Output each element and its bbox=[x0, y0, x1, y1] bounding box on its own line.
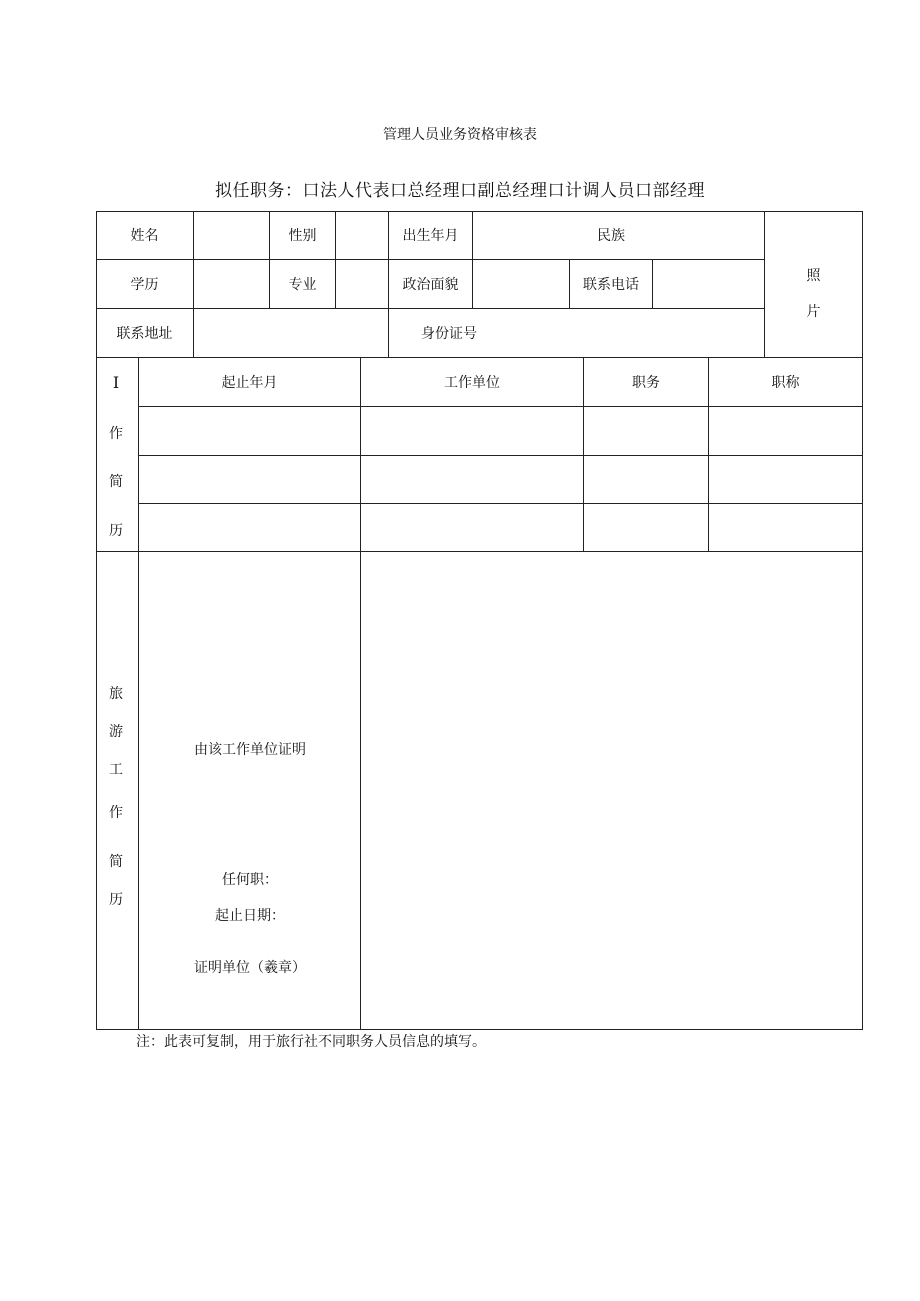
gender-field[interactable] bbox=[336, 211, 388, 259]
gender-label: 性别 bbox=[288, 228, 317, 244]
header-period: 起止年月 bbox=[221, 375, 278, 391]
certification-statement: 由该工作单位证明 bbox=[194, 742, 306, 758]
tour-side-char-5: 简 bbox=[109, 854, 123, 870]
position-options: 拟任职务：口法人代表口总经理口副总经理口计调人员口部经理 bbox=[215, 181, 705, 201]
phone-field[interactable] bbox=[653, 260, 764, 308]
table-row[interactable] bbox=[139, 407, 862, 455]
work-side-char-1: I bbox=[112, 373, 120, 392]
footnote: 注：此表可复制，用于旅行社不同职务人员信息的填写。 bbox=[136, 1034, 486, 1050]
id-label: 身份证号 bbox=[421, 326, 477, 342]
date-range-label: 起止日期： bbox=[215, 908, 285, 924]
photo-box[interactable] bbox=[765, 212, 862, 357]
political-field[interactable] bbox=[473, 260, 569, 308]
name-field[interactable] bbox=[194, 211, 269, 259]
work-side-char-2: 作 bbox=[109, 426, 123, 442]
photo-char-1: 照 bbox=[806, 267, 821, 284]
birth-field[interactable] bbox=[473, 211, 569, 259]
birth-label: 出生年月 bbox=[402, 228, 459, 244]
political-label: 政治面貌 bbox=[402, 277, 459, 293]
seal-label: 证明单位（羲章） bbox=[194, 960, 306, 976]
header-position: 职务 bbox=[632, 375, 660, 391]
photo-char-2: 片 bbox=[806, 303, 821, 320]
major-label: 专业 bbox=[288, 277, 317, 293]
id-field[interactable] bbox=[509, 309, 764, 357]
work-side-char-3: 简 bbox=[109, 474, 123, 490]
table-row[interactable] bbox=[139, 456, 862, 503]
position-held-label: 任何职： bbox=[222, 872, 278, 888]
address-label: 联系地址 bbox=[116, 326, 173, 342]
name-label: 姓名 bbox=[130, 228, 159, 244]
ethnicity-field[interactable] bbox=[653, 211, 764, 259]
work-side-char-4: 历 bbox=[109, 523, 123, 539]
tour-side-char-2: 游 bbox=[109, 724, 123, 740]
address-field[interactable] bbox=[194, 309, 388, 357]
tour-side-char-4: 作 bbox=[109, 805, 123, 821]
major-field[interactable] bbox=[336, 260, 388, 308]
header-employer: 工作单位 bbox=[444, 375, 500, 391]
page-title: 管理人员业务资格审核表 bbox=[383, 127, 537, 143]
tour-side-char-3: 工 bbox=[109, 762, 123, 778]
phone-label: 联系电话 bbox=[583, 277, 639, 293]
tour-side-char-1: 旅 bbox=[109, 686, 123, 702]
tour-side-char-6: 历 bbox=[109, 892, 123, 908]
education-field[interactable] bbox=[194, 260, 269, 308]
tour-history-field[interactable] bbox=[361, 552, 862, 1029]
table-row[interactable] bbox=[139, 504, 862, 551]
header-title: 职称 bbox=[771, 375, 800, 391]
education-label: 学历 bbox=[130, 277, 159, 293]
ethnicity-label: 民族 bbox=[597, 228, 625, 244]
